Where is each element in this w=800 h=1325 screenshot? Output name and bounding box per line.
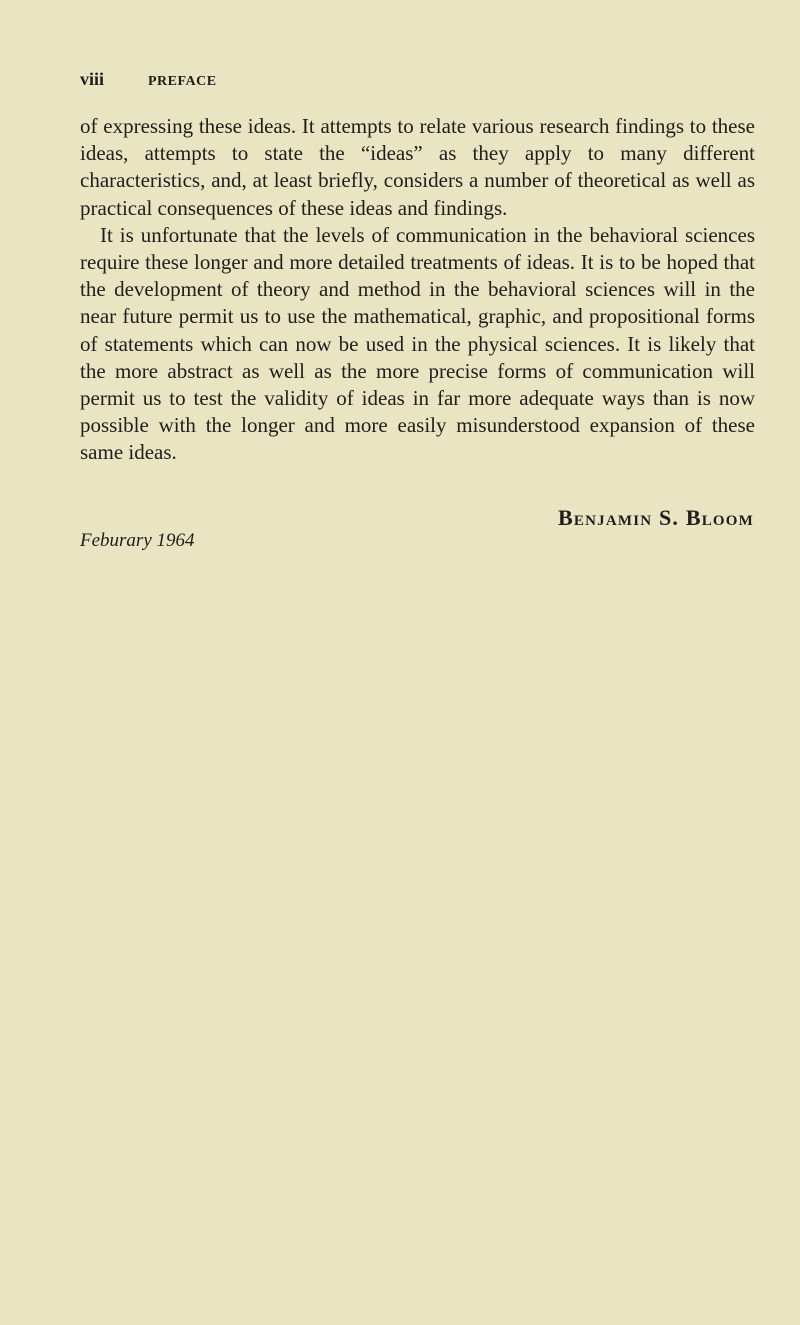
preface-body	[80, 113, 755, 467]
paragraph: of expressing these ideas. It attempts to relate various research findings to these ideas, attempts to state the “ideas” as they apply to many different characteristics, and, at least briefly, considers a number of theoretical as well as practical consequences of these ideas and findings.	[80, 114, 755, 220]
running-head	[80, 68, 217, 93]
dateline: Feburary 1964	[80, 530, 195, 551]
paragraph: It is unfortunate that the levels of communication in the behavioral sciences require these longer and more detailed treatments of ideas. It is to be hoped that the development of theory and method in the behavioral sciences will in the near future permit us to use the mathematical, graphic, and propositional forms of statements which can now be used in the physical sciences. It is likely that the more abstract as well as the more precise forms of communication will permit us to test the validity of ideas in far more adequate ways than is now possible with the longer and more easily misunderstood expansion of these same ideas.	[80, 222, 755, 465]
author-signature: Benjamin S. Bloom	[558, 505, 754, 530]
section-title: PREFACE	[148, 74, 217, 89]
page-number: viii	[80, 69, 105, 89]
